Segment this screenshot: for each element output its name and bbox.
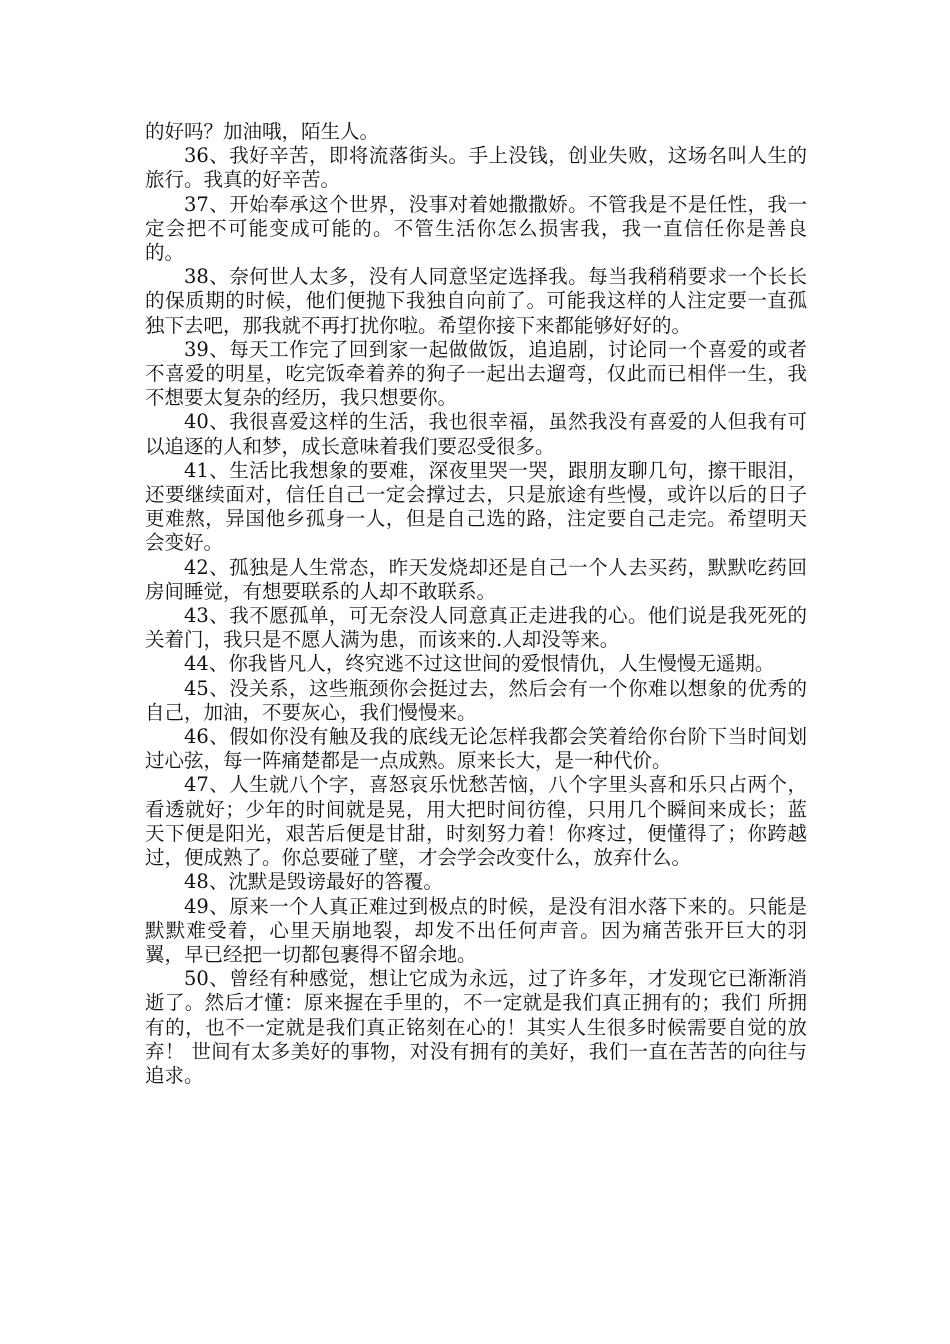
- paragraph-continuation: 的好吗？加油哦，陌生人。: [145, 120, 380, 143]
- paragraph-37: 37、开始奉承这个世界，没事对着她撒撒娇。不管我是不是任性，我一定会把不可能变成可能的。不管生活你怎么损害我，我一直信任你是善良的。: [145, 192, 807, 265]
- paragraph-47: 47、人生就八个字，喜怒哀乐忧愁苦恼，八个字里头喜和乐只占两个，看透就好；少年的时间就是晃，用大把时间彷徨，只用几个瞬间来成长；蓝天下便是阳光，艰苦后便是甘甜，时刻努力着！你疼过，便懂得了；你跨越过，便成熟了。你总要碰了壁，才会学会改变什么，放弃什么。: [145, 773, 807, 870]
- paragraph-39: 39、每天工作完了回到家一起做做饭，追追剧，讨论同一个喜爱的或者不喜爱的明星，吃完饭牵着养的狗子一起出去遛弯，仅此而已相伴一生，我不想要太复杂的经历，我只想要你。: [145, 337, 807, 410]
- paragraph-50: 50、曾经有种感觉，想让它成为永远，过了许多年，才发现它已渐渐消逝了。然后才懂：原来握在手里的，不一定就是我们真正拥有的；我们 所拥有的，也不一定就是我们真正铭刻在心的！其实人生很多时候需要自觉的放弃！ 世间有太多美好的事物，对没有拥有的美好，我们一直在苦苦的向往与追求。: [145, 967, 807, 1087]
- paragraph-36: 36、我好辛苦，即将流落街头。手上没钱，创业失败，这场名叫人生的旅行。我真的好辛苦。: [145, 144, 807, 192]
- paragraph-43: 43、我不愿孤单，可无奈没人同意真正走进我的心。他们说是我死死的关着门，我只是不愿人满为患，而该来的.人却没等来。: [145, 604, 807, 652]
- paragraph-42: 42、孤独是人生常态，昨天发烧却还是自己一个人去买药，默默吃药回房间睡觉，有想要联系的人却不敢联系。: [145, 555, 807, 603]
- paragraph-48: 48、沈默是毁谤最好的答覆。: [184, 870, 443, 894]
- document-body: [145, 120, 807, 1088]
- paragraph-46: 46、假如你没有触及我的底线无论怎样我都会笑着给你台阶下当时间划过心弦，每一阵痛楚都是一点成熟。原来长大，是一种代价。: [145, 725, 807, 773]
- paragraph-38: 38、奈何世人太多，没有人同意坚定选择我。每当我稍稍要求一个长长的保质期的时候，他们便抛下我独自向前了。可能我这样的人注定要一直孤独下去吧，那我就不再打扰你啦。希望你接下来都能够好好的。: [145, 265, 807, 337]
- paragraph-44: 44、你我皆凡人，终究逃不过这世间的爱恨情仇，人生慢慢无遥期。: [184, 652, 775, 676]
- paragraph-41: 41、生活比我想象的要难，深夜里哭一哭，跟朋友聊几句，擦干眼泪，还要继续面对，信任自己一定会撑过去，只是旅途有些慢，或许以后的日子更难熬，异国他乡孤身一人，但是自己选的路，注定要自己走完。希望明天会变好。: [145, 458, 807, 555]
- paragraph-40: 40、我很喜爱这样的生活，我也很幸福，虽然我没有喜爱的人但我有可以追逐的人和梦，成长意味着我们要忍受很多。: [145, 410, 807, 458]
- paragraph-49: 49、原来一个人真正难过到极点的时候，是没有泪水落下来的。只能是默默难受着，心里天崩地裂，却发不出任何声音。因为痛苦张开巨大的羽翼，早已经把一切都包裹得不留余地。: [145, 894, 807, 966]
- paragraph-45: 45、没关系，这些瓶颈你会挺过去，然后会有一个你难以想象的优秀的自己，加油，不要灰心，我们慢慢来。: [145, 676, 807, 724]
